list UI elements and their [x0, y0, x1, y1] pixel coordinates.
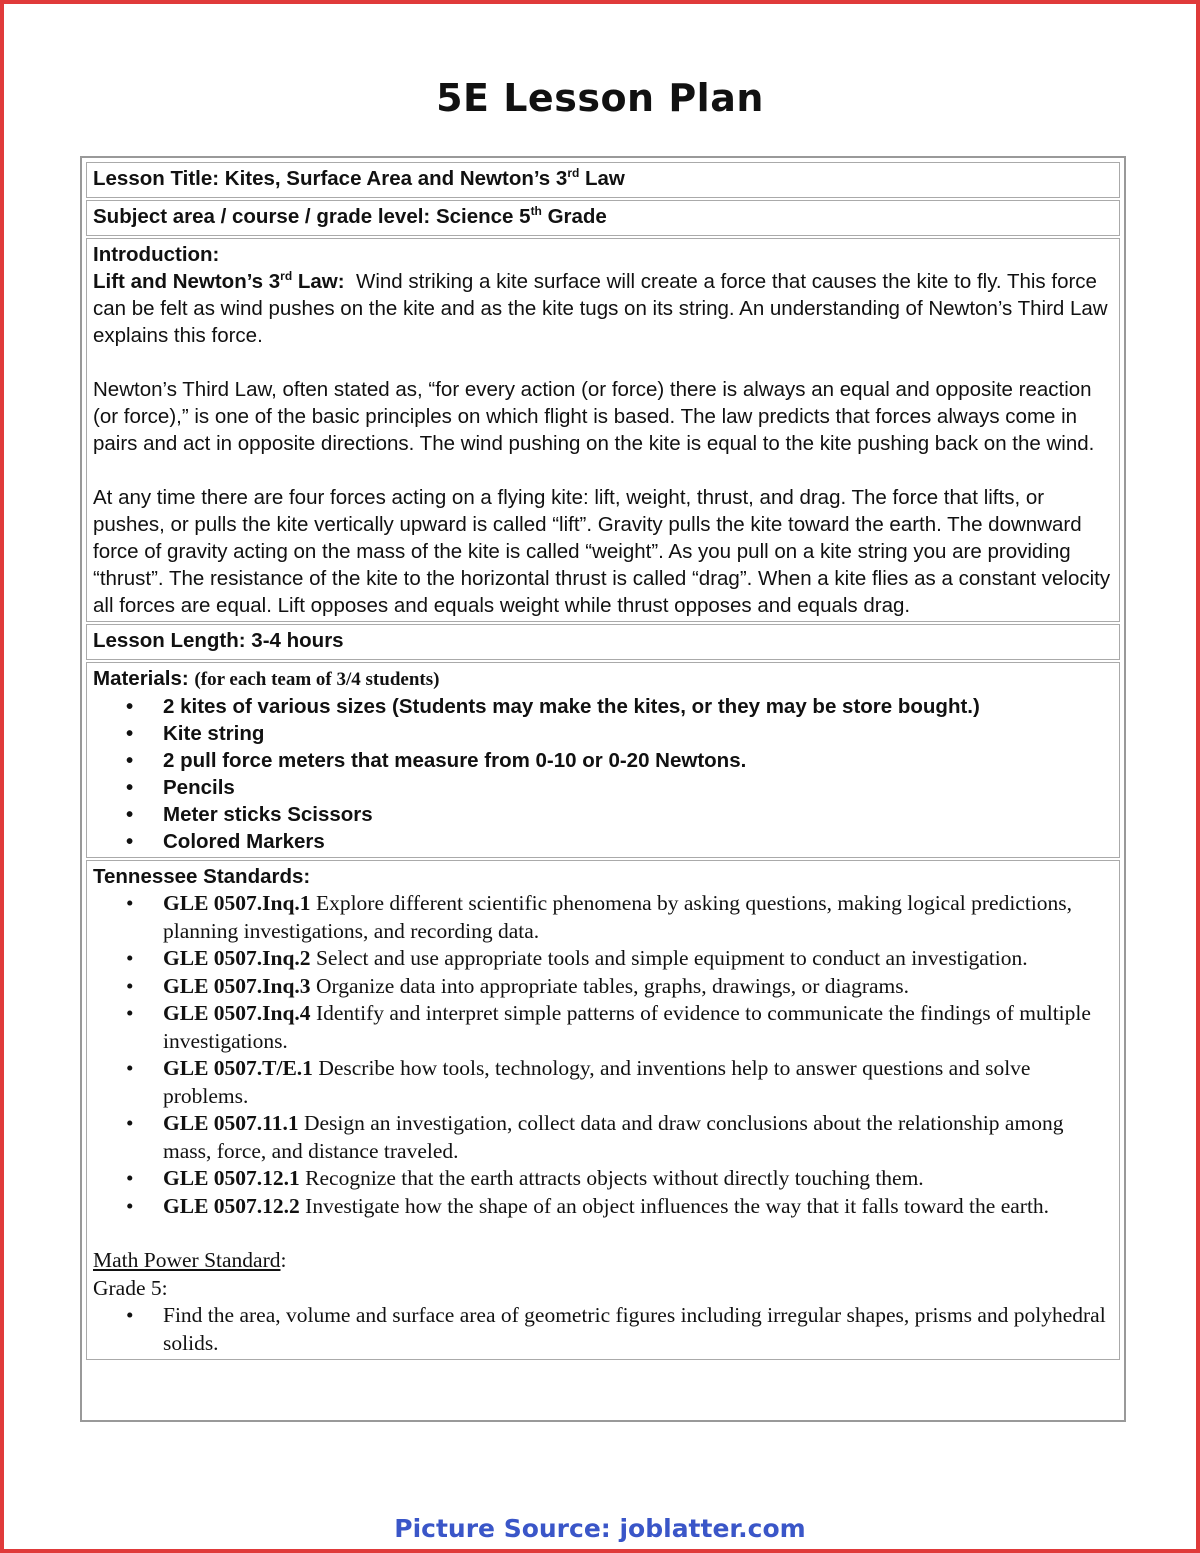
standard-code: GLE 0507.Inq.3 — [163, 973, 311, 998]
materials-note: (for each team of 3/4 students) — [194, 669, 440, 690]
standard-text: Investigate how the shape of an object influences the way that it falls toward the earth. — [305, 1193, 1050, 1218]
list-item — [93, 801, 1113, 828]
bullet-icon: • — [126, 973, 134, 998]
bullet-icon: • — [126, 946, 134, 970]
material-item-text: 2 pull force meters that measure from 0-10 or 0-20 Newtons. — [163, 749, 747, 772]
standard-text: Identify and interpret simple patterns of evidence to communicate the findings of multiple investigations. — [163, 1001, 1091, 1053]
list-item — [93, 1000, 1113, 1055]
standard-code: GLE 0507.Inq.1 — [163, 891, 311, 915]
bullet-icon: • — [126, 803, 134, 826]
lesson-title-text: Lesson Title: Kites, Surface Area and Newton’s 3rd Law — [93, 166, 625, 190]
intro-paragraph-3: At any time there are four forces acting on a flying kite: lift, weight, thrust, and drag. The force that lifts, or pushes, or pulls the kite vertically upward is called “lift”. Gravity pulls the kite toward the earth. The downward force of gravity acting on the mass of the kite is called “weight”. As you pull on a kite string you are providing “thrust”. The resistance of the kite to the horizontal thrust is called “drag”. When a kite flies as a constant velocity all forces are equal. Lift opposes and equals weight while thrust opposes and equals drag. — [93, 486, 1111, 617]
standard-code: GLE 0507.12.1 — [163, 1166, 300, 1190]
intro-paragraph-1 — [93, 268, 1113, 349]
standard-code: GLE 0507.T/E.1 — [163, 1056, 313, 1080]
materials-row — [86, 662, 1120, 858]
math-item-text: Find the area, volume and surface area of geometric figures including irregular shapes, prisms and polyhedral solids. — [163, 1303, 1106, 1355]
lesson-length-row — [86, 624, 1120, 660]
intro-lead-text: Wind striking a kite surface will create a force that causes the kite to fly. This force can be felt as wind pushes on the kite and as the kite tugs on its string. An understanding of Newton’s Third Law explains this force. — [93, 270, 1108, 347]
list-item — [93, 945, 1113, 973]
standard-text: Select and use appropriate tools and simple equipment to conduct an investigation. — [315, 946, 1028, 970]
standard-text: Design an investigation, collect data and draw conclusions about the relationship among mass, force, and distance traveled. — [163, 1111, 1064, 1163]
list-item — [93, 720, 1113, 747]
standard-code: GLE 0507.12.2 — [163, 1193, 300, 1218]
materials-label: Materials: — [93, 667, 189, 690]
standard-code: GLE 0507.Inq.2 — [163, 946, 311, 970]
subject-row — [86, 200, 1120, 236]
lesson-table — [80, 156, 1126, 1422]
bullet-icon: • — [126, 1056, 134, 1080]
material-item-text: Kite string — [163, 722, 265, 745]
list-item — [93, 1055, 1113, 1110]
list-item — [93, 828, 1113, 855]
bullet-icon: • — [126, 830, 134, 853]
list-item — [93, 774, 1113, 801]
bullet-icon: • — [126, 1303, 134, 1327]
material-item-text: Colored Markers — [163, 830, 325, 853]
standards-row — [86, 860, 1120, 1360]
standard-code: GLE 0507.11.1 — [163, 1111, 299, 1135]
list-item — [93, 1193, 1113, 1221]
bullet-icon: • — [126, 695, 134, 718]
intro-heading: Introduction: — [93, 243, 220, 266]
standard-code: GLE 0507.Inq.4 — [163, 1001, 311, 1025]
subject-text: Subject area / course / grade level: Science 5th Grade — [93, 204, 607, 228]
list-item — [93, 747, 1113, 774]
bullet-icon: • — [126, 1111, 134, 1135]
math-standard-colon: : — [280, 1248, 287, 1272]
bullet-icon: • — [126, 1166, 134, 1190]
introduction-row — [86, 238, 1120, 622]
list-item — [93, 1302, 1113, 1357]
bullet-icon: • — [126, 776, 134, 799]
bullet-icon: • — [126, 1001, 134, 1025]
bullet-icon: • — [126, 891, 134, 915]
lesson-title-row — [86, 162, 1120, 198]
material-item-text: 2 kites of various sizes (Students may make the kites, or they may be store bought.) — [163, 695, 980, 718]
list-item — [93, 973, 1113, 1001]
list-item — [93, 693, 1113, 720]
standard-text: Organize data into appropriate tables, graphs, drawings, or diagrams. — [315, 973, 909, 998]
math-standard-label: Math Power Standard — [93, 1248, 281, 1272]
list-item — [93, 890, 1113, 945]
materials-list — [93, 693, 1113, 855]
bullet-icon: • — [126, 722, 134, 745]
list-item — [93, 1165, 1113, 1193]
intro-paragraph-2: Newton’s Third Law, often stated as, “for every action (or force) there is always an equal and opposite reaction (or force),” is one of the basic principles on which flight is based. The law predicts that forces always come in pairs and act in opposite directions. The wind pushing on the kite is equal to the kite pushing back on the wind. — [93, 378, 1095, 455]
standard-text: Describe how tools, technology, and inventions help to answer questions and solve problems. — [163, 1056, 1031, 1108]
standard-text: Explore different scientific phenomena by asking questions, making logical predictions, planning investigations, and recording data. — [163, 891, 1073, 943]
intro-lead-label: Lift and Newton’s 3rd Law: — [93, 269, 345, 293]
bullet-icon: • — [126, 1193, 134, 1218]
material-item-text: Pencils — [163, 776, 235, 799]
picture-source: Picture Source: joblatter.com — [394, 1514, 806, 1543]
material-item-text: Meter sticks Scissors — [163, 803, 373, 826]
standards-list — [93, 890, 1113, 1220]
math-grade: Grade 5: — [93, 1275, 168, 1300]
bullet-icon: • — [126, 749, 134, 772]
standards-heading: Tennessee Standards: — [93, 865, 311, 888]
list-item — [93, 1110, 1113, 1165]
math-list — [93, 1302, 1113, 1357]
lesson-length-text: Lesson Length: 3-4 hours — [93, 629, 344, 652]
page-title: 5E Lesson Plan — [436, 76, 764, 120]
standard-text: Recognize that the earth attracts objects without directly touching them. — [305, 1166, 924, 1190]
